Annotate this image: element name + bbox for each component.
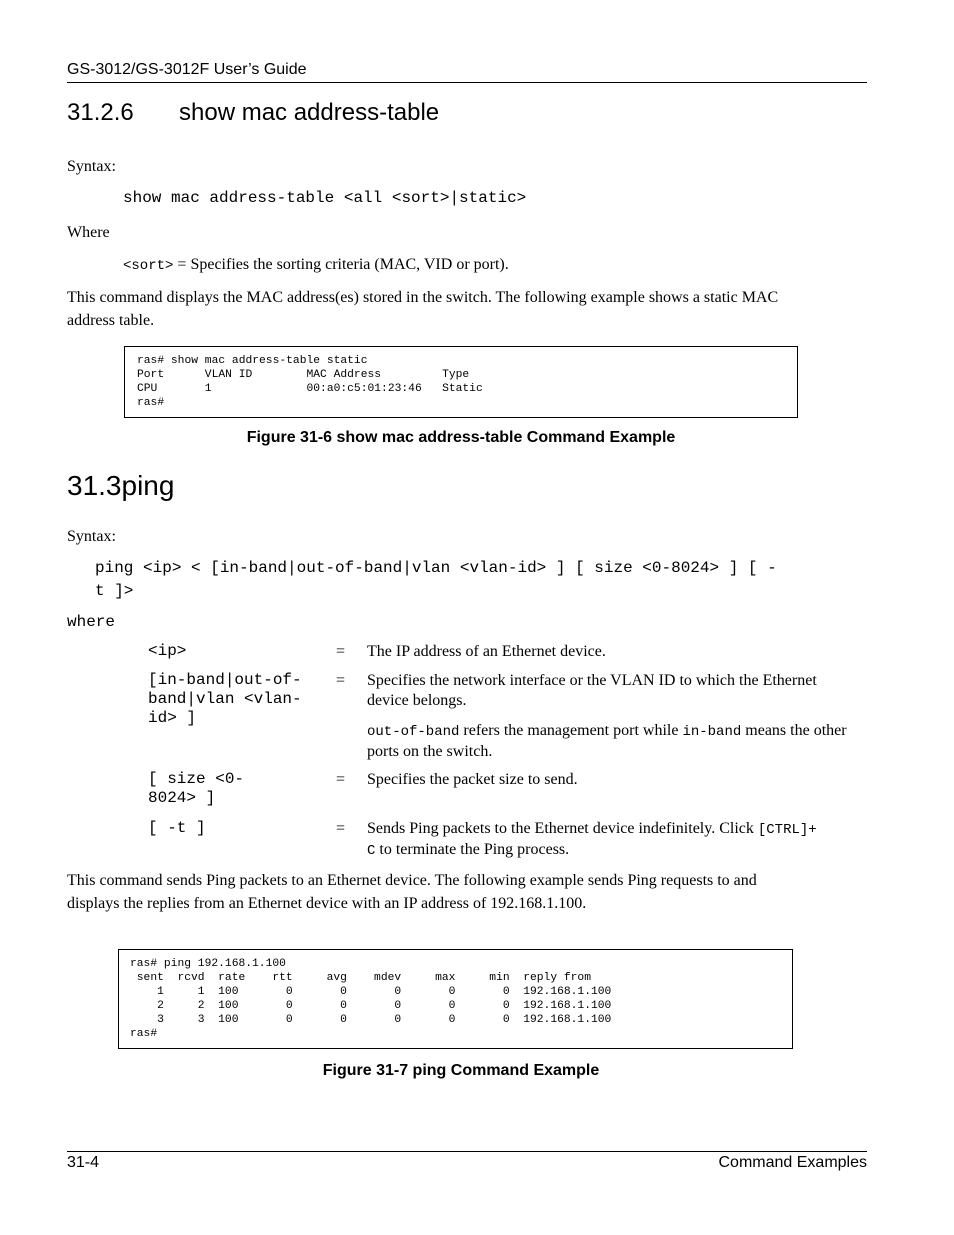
param-equals: = xyxy=(336,820,346,837)
param-equals: = xyxy=(336,771,346,788)
param-term: [ -t ] xyxy=(148,819,206,837)
code-line: 3 3 100 0 0 0 0 0 192.168.1.100 xyxy=(130,1014,612,1026)
inline-code: in-band xyxy=(682,724,742,740)
param-definition xyxy=(123,255,509,276)
code-line: Port VLAN ID MAC Address Type xyxy=(137,369,470,381)
syntax-line: ping <ip> < [in-band|out-of-band|vlan <vlan-id> ] [ size <0-8024> ] [ - xyxy=(95,559,777,577)
desc-text: to terminate the Ping process. xyxy=(375,841,570,858)
param-code: <sort> xyxy=(123,258,174,274)
code-line: ras# xyxy=(130,1028,158,1040)
intro-paragraph-line: address table. xyxy=(67,312,155,329)
param-description: Specifies the packet size to send. xyxy=(367,771,578,788)
desc-text: Sends Ping packets to the Ethernet device indefinitely. Click xyxy=(367,820,758,837)
param-description: Specifies the network interface or the VLAN ID to which the Ethernet device belongs. xyxy=(367,672,817,709)
running-header: GS-3012/GS-3012F User’s Guide xyxy=(67,61,307,78)
inline-code: out-of-band xyxy=(367,724,460,740)
param-term: [ size <0- 8024> ] xyxy=(148,770,245,807)
param-term: <ip> xyxy=(148,642,187,660)
note-text: refers the management port while xyxy=(459,722,683,739)
inline-code: [CTRL]+ C xyxy=(367,822,817,859)
note-text: means the other ports on the switch. xyxy=(367,722,847,760)
chapter-name: Command Examples xyxy=(718,1154,867,1171)
param-description xyxy=(367,819,857,861)
code-example-box xyxy=(118,949,793,1049)
where-label: where xyxy=(67,613,116,631)
param-term: [in-band|out-of- band|vlan <vlan- id> ] xyxy=(148,671,302,727)
param-equals: = xyxy=(336,672,346,689)
figure-caption: Figure 31-6 show mac address-table Command Example xyxy=(246,429,676,446)
code-line: ras# show mac address-table static xyxy=(137,355,368,367)
param-description: The IP address of an Ethernet device. xyxy=(367,643,606,660)
param-equals: = xyxy=(336,643,346,660)
syntax-label: Syntax: xyxy=(67,158,116,175)
code-line: ras# ping 192.168.1.100 xyxy=(130,958,286,970)
figure-caption: Figure 31-7 ping Command Example xyxy=(322,1062,600,1079)
section-title: show mac address-table xyxy=(179,99,440,126)
code-example-box xyxy=(124,346,798,418)
intro-paragraph-line: This command sends Ping packets to an Ethernet device. The following example sends Ping requests to and xyxy=(67,872,757,889)
code-line: 1 1 100 0 0 0 0 0 192.168.1.100 xyxy=(130,986,612,998)
syntax-label: Syntax: xyxy=(67,528,116,545)
syntax-line: t ]> xyxy=(95,582,134,600)
intro-paragraph-line: displays the replies from an Ethernet device with an IP address of 192.168.1.100. xyxy=(67,895,587,912)
code-line: 2 2 100 0 0 0 0 0 192.168.1.100 xyxy=(130,1000,612,1012)
footer-rule xyxy=(67,1151,867,1152)
intro-paragraph-line: This command displays the MAC address(es) stored in the switch. The following example shows a static MAC xyxy=(67,289,779,306)
code-line: ras# xyxy=(137,397,165,409)
section-heading: 31.3ping xyxy=(67,470,175,501)
code-line: CPU 1 00:a0:c5:01:23:46 Static xyxy=(137,383,483,395)
syntax-line: show mac address-table <all <sort>|static> xyxy=(123,189,527,207)
section-number: 31.2.6 xyxy=(67,99,134,126)
where-label: Where xyxy=(67,224,110,241)
header-rule xyxy=(67,82,867,83)
param-description: = Specifies the sorting criteria (MAC, VID or port). xyxy=(173,256,509,273)
code-line: sent rcvd rate rtt avg mdev max min reply from xyxy=(130,972,591,984)
param-note xyxy=(367,721,857,762)
page-number: 31-4 xyxy=(67,1154,100,1171)
